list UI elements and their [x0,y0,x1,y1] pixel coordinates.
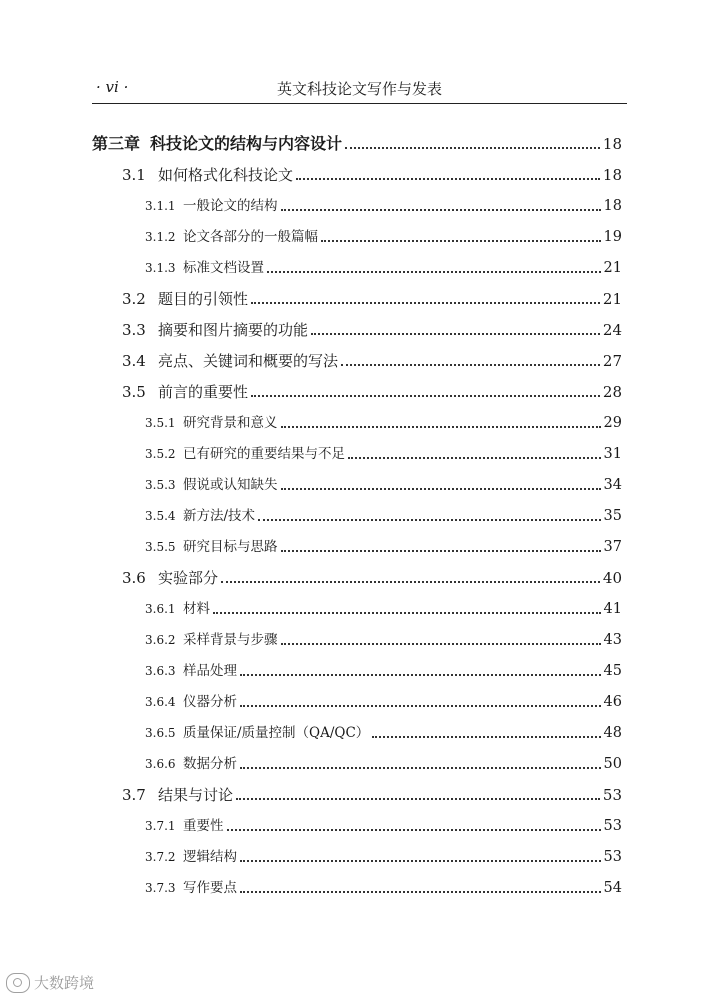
toc-entry-page: 24 [602,321,622,339]
toc-entry-number: 3.5.3 [145,478,176,492]
toc-chapter-entry [92,133,622,155]
toc-entry-title: 质量保证/质量控制（QA/QC） [183,725,370,741]
toc-entry-page: 29 [603,415,622,431]
toc-leader-dots [281,425,601,428]
toc-leader-dots [240,890,601,893]
toc-leader-dots [281,208,601,211]
toc-entry-title: 新方法/技术 [183,508,256,524]
toc-entry-number: 3.7.1 [145,819,176,833]
toc-entry-title: 研究目标与思路 [183,539,278,555]
toc-subsection-entry [145,753,622,775]
toc-leader-dots [240,673,601,676]
toc-entry-title: 摘要和图片摘要的功能 [158,321,309,339]
toc-section-entry [122,350,622,372]
toc-section-entry [122,567,622,589]
toc-entry-title: 仪器分析 [183,694,237,710]
toc-entry-title: 逻辑结构 [183,849,237,865]
toc-entry-number: 3.1.2 [145,230,176,244]
toc-section-entry [122,381,622,403]
toc-entry-title: 题目的引领性 [158,290,249,308]
toc-entry-title: 写作要点 [183,880,237,896]
toc-entry-title: 采样背景与步骤 [183,632,278,648]
toc-section-entry [122,784,622,806]
toc-leader-dots [251,394,600,397]
watermark-logo-icon [6,973,30,993]
toc-entry-page: 46 [603,694,622,710]
toc-entry-number: 3.7.3 [145,881,176,895]
toc-leader-dots [240,766,601,769]
toc-leader-dots [240,859,601,862]
toc-leader-dots [341,363,600,366]
toc-entry-title: 科技论文的结构与内容设计 [150,134,343,153]
toc-leader-dots [311,332,600,335]
toc-section-entry [122,164,622,186]
toc-entry-page: 18 [602,166,622,184]
toc-subsection-entry [145,691,622,713]
toc-subsection-entry [145,598,622,620]
toc-leader-dots [267,270,601,273]
toc-entry-number: 第三章 [92,134,141,153]
toc-entry-number: 3.4 [122,352,146,370]
toc-subsection-entry [145,815,622,837]
toc-leader-dots [321,239,601,242]
toc-entry-title: 实验部分 [158,569,219,587]
toc-entry-number: 3.7.2 [145,850,176,864]
toc-subsection-entry [145,226,622,248]
toc-entry-page: 21 [603,260,622,276]
toc-entry-page: 40 [602,569,622,587]
toc-entry-title: 数据分析 [183,756,237,772]
toc-entry-title: 如何格式化科技论文 [158,166,294,184]
toc-entry-number: 3.5.1 [145,416,176,430]
toc-entry-page: 18 [603,198,622,214]
toc-subsection-entry [145,257,622,279]
toc-leader-dots [348,456,601,459]
toc-entry-number: 3.1.3 [145,261,176,275]
toc-subsection-entry [145,505,622,527]
running-header [92,78,627,100]
toc-entry-title: 一般论文的结构 [183,198,278,214]
toc-entry-number: 3.3 [122,321,146,339]
toc-entry-page: 53 [602,786,622,804]
toc-entry-page: 27 [602,352,622,370]
toc-subsection-entry [145,629,622,651]
toc-entry-page: 34 [603,477,622,493]
toc-entry-title: 材料 [183,601,210,617]
toc-entry-page: 28 [602,383,622,401]
header-rule [92,103,627,104]
toc-entry-title: 已有研究的重要结果与不足 [183,446,345,462]
toc-entry-page: 53 [603,849,622,865]
toc-leader-dots [213,611,601,614]
toc-entry-title: 重要性 [183,818,224,834]
toc-entry-number: 3.5 [122,383,146,401]
toc-subsection-entry [145,443,622,465]
toc-entry-number: 3.5.5 [145,540,176,554]
toc-entry-number: 3.6.6 [145,757,176,771]
toc-entry-number: 3.5.4 [145,509,176,523]
toc-leader-dots [240,704,601,707]
toc-leader-dots [236,797,600,800]
toc-subsection-entry [145,722,622,744]
page-number: · vi · [96,78,129,96]
toc-entry-page: 48 [603,725,622,741]
toc-entry-number: 3.7 [122,786,146,804]
toc-entry-number: 3.5.2 [145,447,176,461]
toc-entry-number: 3.6.3 [145,664,176,678]
toc-subsection-entry [145,536,622,558]
toc-entry-page: 41 [603,601,622,617]
toc-subsection-entry [145,660,622,682]
toc-entry-page: 21 [602,290,622,308]
toc-subsection-entry [145,846,622,868]
toc-entry-page: 31 [603,446,622,462]
toc-entry-page: 54 [603,880,622,896]
toc-entry-title: 研究背景和意义 [183,415,278,431]
toc-section-entry [122,319,622,341]
toc-entry-number: 3.6.2 [145,633,176,647]
toc-entry-page: 37 [603,539,622,555]
toc-entry-number: 3.1 [122,166,146,184]
book-title: 英文科技论文写作与发表 [276,80,442,98]
toc-entry-number: 3.6 [122,569,146,587]
toc-entry-page: 45 [603,663,622,679]
toc-entry-page: 19 [603,229,622,245]
toc-leader-dots [296,177,600,180]
toc-entry-number: 3.6.5 [145,726,176,740]
toc-entry-page: 50 [603,756,622,772]
toc-subsection-entry [145,474,622,496]
toc-entry-number: 3.1.1 [145,199,176,213]
toc-subsection-entry [145,877,622,899]
toc-entry-title: 论文各部分的一般篇幅 [183,229,318,245]
toc-entry-number: 3.2 [122,290,146,308]
toc-entry-title: 亮点、关键词和概要的写法 [158,352,339,370]
toc-entry-page: 43 [603,632,622,648]
toc-leader-dots [221,580,600,583]
toc-entry-page: 35 [603,508,622,524]
toc-entry-title: 前言的重要性 [158,383,249,401]
toc-entry-title: 结果与讨论 [158,786,234,804]
toc-leader-dots [281,487,601,490]
toc-leader-dots [345,146,600,149]
toc-section-entry [122,288,622,310]
toc-entry-title: 假说或认知缺失 [183,477,278,493]
toc-entry-title: 样品处理 [183,663,237,679]
toc-leader-dots [251,301,600,304]
toc-entry-page: 18 [602,135,622,153]
watermark [6,972,94,993]
toc-leader-dots [258,518,600,521]
toc-entry-number: 3.6.1 [145,602,176,616]
toc-leader-dots [372,735,600,738]
toc-subsection-entry [145,412,622,434]
toc-entry-page: 53 [603,818,622,834]
toc-leader-dots [281,642,601,645]
toc-entry-title: 标准文档设置 [183,260,264,276]
toc-leader-dots [281,549,601,552]
toc-subsection-entry [145,195,622,217]
toc-leader-dots [227,828,601,831]
toc-entry-number: 3.6.4 [145,695,176,709]
watermark-text: 大数跨境 [34,974,95,992]
